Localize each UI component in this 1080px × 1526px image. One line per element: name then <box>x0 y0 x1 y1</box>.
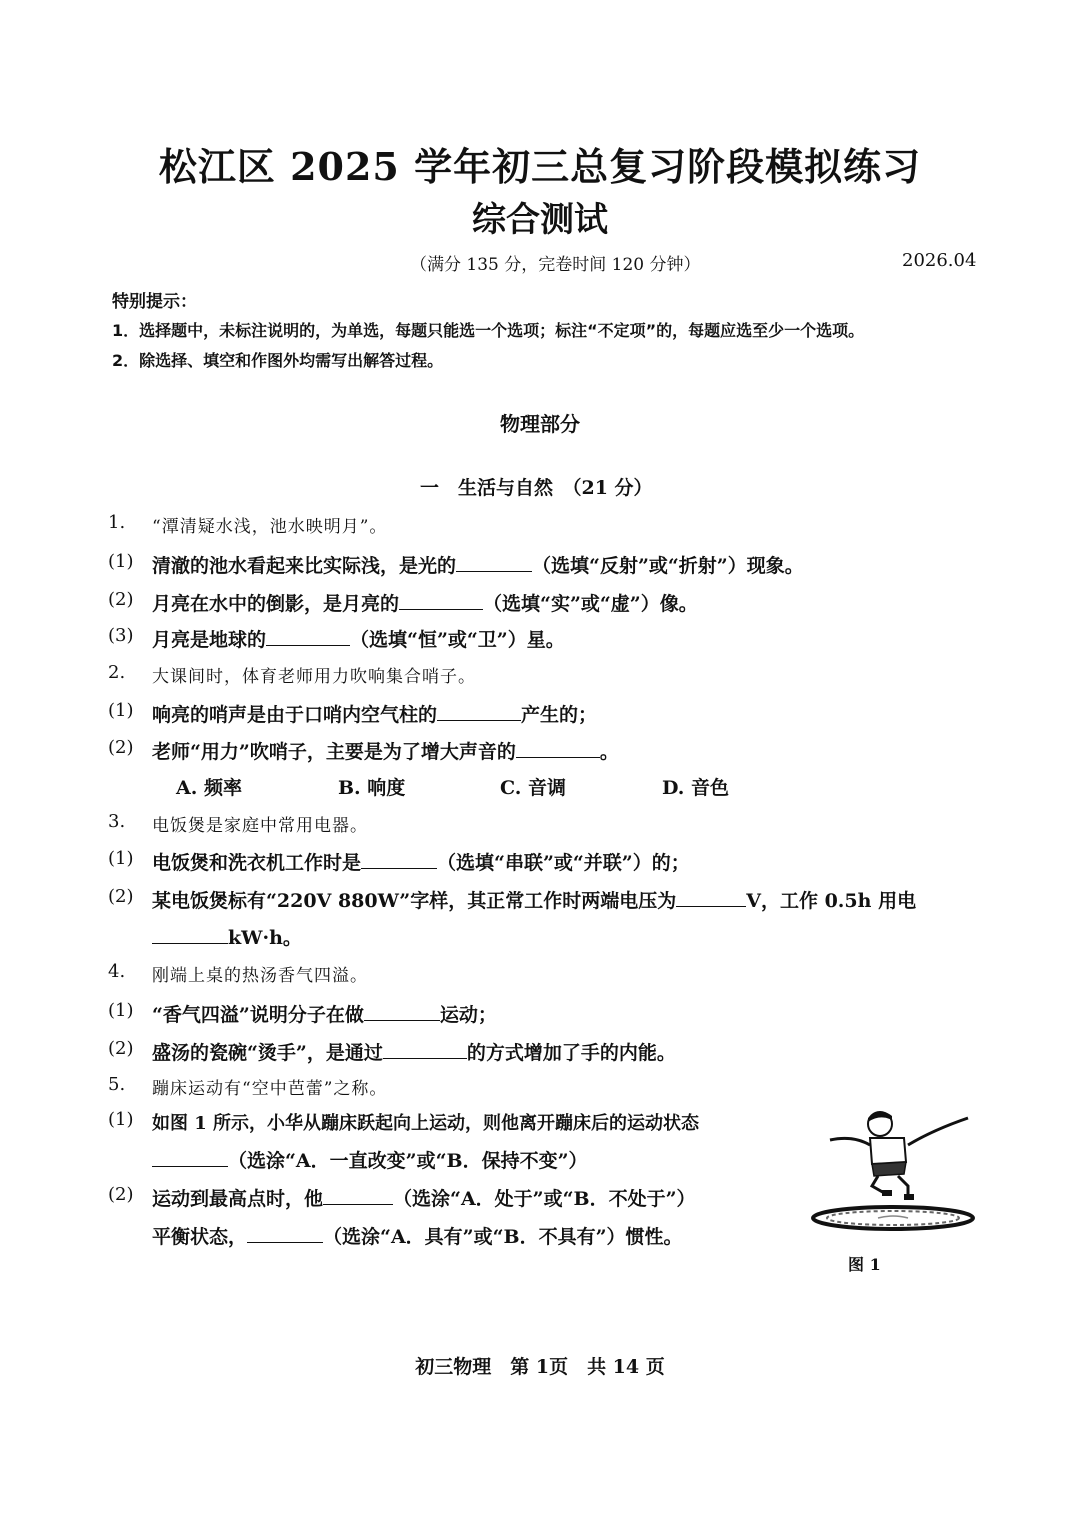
answer-blank[interactable] <box>247 1223 323 1243</box>
answer-blank[interactable] <box>676 887 746 907</box>
answer-blank[interactable] <box>364 1001 440 1021</box>
question-stem: 大课间时，体育老师用力吹响集合哨子。 <box>152 667 476 687</box>
exam-title: 松江区 2025 学年初三总复习阶段模拟练习 <box>158 144 922 189</box>
sub-question-continued: 平衡状态， （选涂“A．具有”或“B．不具有”）惯性。 <box>152 1222 683 1249</box>
sub-number: (1) <box>108 1000 134 1021</box>
sub-number: (2) <box>108 1038 134 1059</box>
answer-blank[interactable] <box>516 738 600 758</box>
part-title: 一 生活与自然 （21 分） <box>420 477 653 499</box>
option-c[interactable]: C. 音调 <box>500 777 567 799</box>
tips-heading: 特别提示： <box>112 292 197 312</box>
sub-question: 月亮在水中的倒影，是月亮的 （选填“实”或“虚”）像。 <box>152 589 698 616</box>
sub-number: (3) <box>108 625 134 646</box>
question-number: 4. <box>108 961 126 982</box>
answer-blank[interactable] <box>361 849 437 869</box>
sub-number: (1) <box>108 848 134 869</box>
left-shoe <box>882 1190 892 1196</box>
right-shoe <box>904 1194 914 1200</box>
sub-question-continued: kW·h。 <box>152 923 302 950</box>
sub-number: (1) <box>108 700 134 721</box>
page-footer: 初三物理 第 1页 共 14 页 <box>415 1356 665 1378</box>
question-number: 2. <box>108 662 126 683</box>
left-arm <box>830 1138 870 1145</box>
question-stem: 电饭煲是家庭中常用电器。 <box>152 816 368 836</box>
option-b[interactable]: B. 响度 <box>338 777 406 799</box>
sub-question: 如图 1 所示，小华从蹦床跃起向上运动，则他离开蹦床后的运动状态 <box>152 1113 700 1134</box>
sub-number: (2) <box>108 1184 134 1205</box>
sub-number: (1) <box>108 1109 134 1130</box>
sub-question: “香气四溢”说明分子在做 运动； <box>152 1000 497 1027</box>
sub-number: (2) <box>108 737 134 758</box>
trampoline-frame <box>813 1207 973 1229</box>
option-d[interactable]: D. 音色 <box>662 777 730 799</box>
score-info: （满分 135 分，完卷时间 120 分钟） <box>410 255 701 275</box>
option-a[interactable]: A. 频率 <box>176 777 242 799</box>
sub-number: (2) <box>108 886 134 907</box>
question-number: 5. <box>108 1074 126 1095</box>
answer-blank[interactable] <box>152 924 228 944</box>
question-number: 3. <box>108 811 126 832</box>
sub-question: 老师“用力”吹哨子，主要是为了增大声音的 。 <box>152 737 619 764</box>
right-arm <box>908 1118 968 1145</box>
sub-question: 响亮的哨声是由于口哨内空气柱的 产生的； <box>152 700 597 727</box>
answer-blank[interactable] <box>383 1039 467 1059</box>
choice-options <box>176 773 729 800</box>
trampoline-figure <box>808 1100 978 1240</box>
answer-blank[interactable] <box>456 552 532 572</box>
sub-question-continued: （选涂“A．一直改变”或“B．保持不变”） <box>152 1146 588 1173</box>
answer-blank[interactable] <box>323 1185 393 1205</box>
sub-question: 清澈的池水看起来比实际浅，是光的 （选填“反射”或“折射”）现象。 <box>152 551 804 578</box>
exam-subtitle: 综合测试 <box>472 200 608 240</box>
sub-number: (2) <box>108 589 134 610</box>
answer-blank[interactable] <box>266 626 350 646</box>
question-number: 1. <box>108 512 126 533</box>
question-stem: “潭清疑水浅，池水映明月”。 <box>152 517 388 537</box>
figure-caption: 图 1 <box>848 1255 881 1274</box>
sub-question: 某电饭煲标有“220V 880W”字样，其正常工作时两端电压为 V，工作 0.5h 用电 <box>152 886 916 913</box>
exam-date: 2026.04 <box>902 250 977 271</box>
answer-blank[interactable] <box>399 590 483 610</box>
sub-question: 运动到最高点时，他 （选涂“A．处于”或“B．不处于”） <box>152 1184 696 1211</box>
shorts <box>872 1162 906 1176</box>
answer-blank[interactable] <box>152 1147 228 1167</box>
section-title: 物理部分 <box>500 412 580 436</box>
sub-question: 盛汤的瓷碗“烫手”，是通过 的方式增加了手的内能。 <box>152 1038 676 1065</box>
sub-question: 月亮是地球的 （选填“恒”或“卫”）星。 <box>152 625 565 652</box>
tip-item-1: 1．选择题中，未标注说明的，为单选，每题只能选一个选项；标注“不定项”的，每题应选至少一个选项。 <box>112 321 865 340</box>
tip-item-2: 2．除选择、填空和作图外均需写出解答过程。 <box>112 351 444 370</box>
answer-blank[interactable] <box>437 701 521 721</box>
sub-number: (1) <box>108 551 134 572</box>
question-stem: 刚端上桌的热汤香气四溢。 <box>152 966 368 986</box>
right-leg <box>898 1176 908 1196</box>
question-stem: 蹦床运动有“空中芭蕾”之称。 <box>152 1079 388 1099</box>
sub-question: 电饭煲和洗衣机工作时是 （选填“串联”或“并联”）的； <box>152 848 690 875</box>
torso <box>870 1138 906 1164</box>
